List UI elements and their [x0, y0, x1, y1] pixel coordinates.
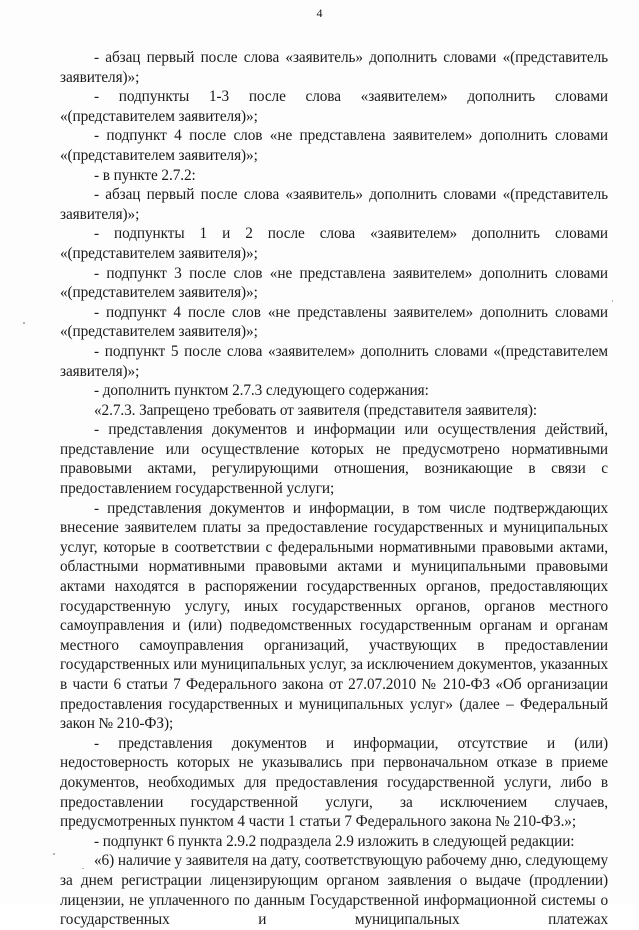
page-number: 4 — [316, 6, 323, 20]
paragraph-4: - в пункте 2.7.2: — [94, 166, 196, 184]
scan-speck — [612, 300, 613, 302]
paragraph-2: - подпункты 1-3 после слова «заявителем» дополнить словами «(представителем заявителя)»; — [60, 88, 608, 125]
paragraph-9: - подпункт 5 после слова «заявителем» дополнить словами «(представителем заявителя)»; — [60, 342, 608, 380]
paragraph-14: - представления документов и информации, отсутствие и (или) недостоверность которых не указывались при первоначальном отказе в приеме документов, необходимых для предоставления государственной услуги, либо в предоставлении государственной услуги, за исключением случаев, предусмотренных пунктом 4 части 1 статьи 7 Федерального закона № 210-ФЗ.»; — [60, 734, 608, 831]
paragraph-3: - подпункт 4 после слов «не представлена заявителем» дополнить словами «(представителем заявителя)»; — [60, 127, 608, 164]
scan-speck — [23, 322, 25, 324]
paragraph-16: «6) наличие у заявителя на дату, соответствующую рабочему дню, следующему за днем регистрации лицензирующим органом заявления о выдаче (продлении) лицензии, не уплаченного по данным Государственной информационной системы о государственных и муниципальных платежах — [60, 852, 608, 929]
paragraph-15: - подпункт 6 пункта 2.9.2 подраздела 2.9 изложить в следующей редакции: — [94, 832, 575, 850]
scan-speck — [53, 853, 55, 855]
paragraph-1: - абзац первый после слова «заявитель» дополнить словами «(представитель заявителя)»; — [60, 49, 608, 86]
paragraph-10: - дополнить пунктом 2.7.3 следующего содержания: — [94, 382, 429, 400]
paragraph-7: - подпункт 3 после слов «не представлена заявителем» дополнить словами «(представителем заявителя)»; — [60, 264, 608, 302]
paragraph-11: «2.7.3. Запрещено требовать от заявителя (представителя заявителя): — [94, 401, 538, 419]
paragraph-6: - подпункты 1 и 2 после слова «заявителем» дополнить словами «(представителем заявителя)»; — [60, 225, 608, 262]
document-body — [60, 48, 608, 930]
scan-speck — [82, 868, 84, 869]
paragraph-5: - абзац первый после слова «заявитель» дополнить словами «(представитель заявителя)»; — [60, 186, 608, 223]
paragraph-8: - подпункт 4 после слов «не представлены заявителем» дополнить словами «(представителем заявителя)»; — [60, 303, 608, 341]
paragraph-13: - представления документов и информации, в том числе подтверждающих внесение заявителем платы за предоставление государственных и муниципальных услуг, которые в соответствии с федеральными нормативными правовыми актами, областными нормативными правовыми актами и муниципальными правовыми актами находятся в распоряжении государственных органов, предоставляющих государственную услугу, иных государственных органов, органов местного самоуправления и (или) подведомственных государственным органам и органам местного самоуправления организаций, участвующих в предоставлении государственных или муниципальных услуг, за исключением документов, указанных в части 6 статьи 7 Федерального закона от 27.07.2010 № 210-ФЗ «Об организации предоставления государственных и муниципальных услуг» (далее – Федеральный закон № 210-ФЗ); — [60, 499, 608, 733]
paragraph-12: - представления документов и информации или осуществления действий, представление или осуществление которых не предусмотрено нормативными правовыми актами, регулирующими отношения, возникающие в связи с предоставлением государственной услуги; — [60, 421, 608, 498]
